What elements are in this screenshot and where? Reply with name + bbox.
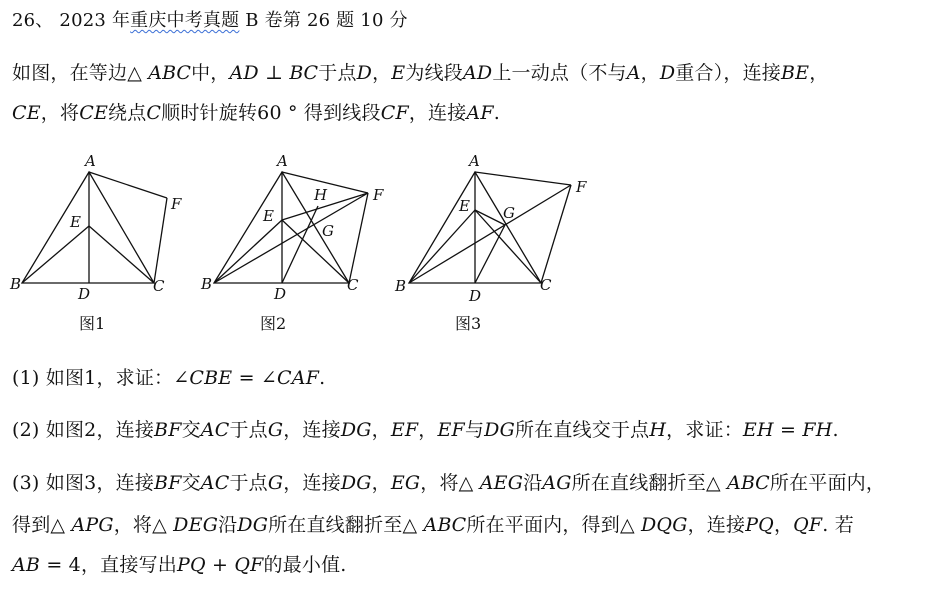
fig2-label-c: C: [347, 276, 359, 294]
problem-statement-line-2: 𝐶𝐸，将𝐶𝐸绕点𝐶顺时针旋转60 ° 得到线段𝐶𝐹，连接𝐴𝐹.: [12, 102, 500, 124]
fig2-label-a: A: [277, 152, 288, 170]
fig1-label-b: B: [10, 275, 22, 293]
fig2-label-d: D: [274, 285, 287, 303]
fig2-label-f: F: [373, 186, 384, 204]
fig1-caption: 图1: [79, 314, 106, 333]
question-3-line-3: 𝐴𝐵 = 4，直接写出𝑃𝑄 + 𝑄𝐹的最小值.: [12, 554, 347, 576]
fig2-label-g: G: [322, 222, 334, 240]
figure-1: [9, 152, 182, 333]
fig2-segment-be: [214, 220, 282, 283]
fig2-label-b: B: [201, 275, 213, 293]
header-prefix: 26、 2023 年: [12, 10, 131, 31]
fig3-label-g: G: [503, 204, 515, 222]
fig2-label-h: H: [314, 186, 328, 204]
fig2-segment-cf: [349, 193, 368, 283]
fig3-segment-bf: [409, 185, 571, 283]
problem-header: [12, 6, 408, 32]
fig3-segment-be: [409, 210, 475, 283]
question-3-line-1: (3) 如图3，连接𝐵𝐹交𝐴𝐶于点𝐺，连接𝐷𝐺，𝐸𝐺，将△ 𝐴𝐸𝐺沿𝐴𝐺所在直线翻折至△ 𝐴𝐵𝐶所在平面内，: [12, 472, 886, 494]
fig3-label-e: E: [459, 197, 470, 215]
fig3-label-f: F: [576, 178, 587, 196]
fig1-segment-af: [89, 172, 167, 198]
fig3-segment-af: [475, 172, 571, 185]
fig1-label-f: F: [171, 195, 182, 213]
question-3-line-2: 得到△ 𝐴𝑃𝐺，将△ 𝐷𝐸𝐺沿𝐷𝐺所在直线翻折至△ 𝐴𝐵𝐶所在平面内，得到△ 𝐷𝑄𝐺，连接𝑃𝑄，𝑄𝐹. 若: [12, 514, 854, 536]
fig2-segment-ce: [282, 220, 349, 283]
fig1-label-c: C: [153, 277, 165, 295]
fig3-segment-eg: [475, 210, 505, 225]
fig1-segment-be: [22, 226, 89, 283]
fig1-segment-cf: [154, 198, 167, 283]
question-1: (1) 如图1，求证：∠𝐶𝐵𝐸 = ∠𝐶𝐴𝐹.: [12, 367, 326, 389]
geometry-figures: [0, 148, 925, 343]
fig3-label-b: B: [395, 277, 407, 295]
fig2-segment-dh: [282, 206, 318, 283]
fig3-label-d: D: [469, 287, 482, 305]
header-suffix: B 卷第 26 题 10 分: [239, 10, 408, 31]
figure-2: [200, 152, 384, 333]
header-source-link[interactable]: 重庆中考真题: [130, 10, 240, 31]
problem-statement-line-1: 如图，在等边△ 𝐴𝐵𝐶中，𝐴𝐷 ⊥ 𝐵𝐶于点𝐷，𝐸为线段𝐴𝐷上一动点（不与𝐴，𝐷重合），连接𝐵𝐸，: [12, 62, 829, 84]
figure-3: [394, 152, 587, 333]
fig3-label-a: A: [469, 152, 480, 170]
question-2: (2) 如图2，连接𝐵𝐹交𝐴𝐶于点𝐺，连接𝐷𝐺，𝐸𝐹，𝐸𝐹与𝐷𝐺所在直线交于点𝐻，求证：𝐸𝐻 = 𝐹𝐻.: [12, 419, 839, 441]
fig1-label-a: A: [85, 152, 96, 170]
fig1-label-d: D: [78, 285, 91, 303]
fig2-segment-bf: [214, 193, 368, 283]
fig3-caption: 图3: [455, 314, 482, 333]
fig1-label-e: E: [70, 213, 81, 231]
fig3-label-c: C: [540, 276, 552, 294]
fig1-segment-ce: [89, 226, 154, 283]
fig2-label-e: E: [263, 207, 274, 225]
fig2-caption: 图2: [260, 314, 287, 333]
